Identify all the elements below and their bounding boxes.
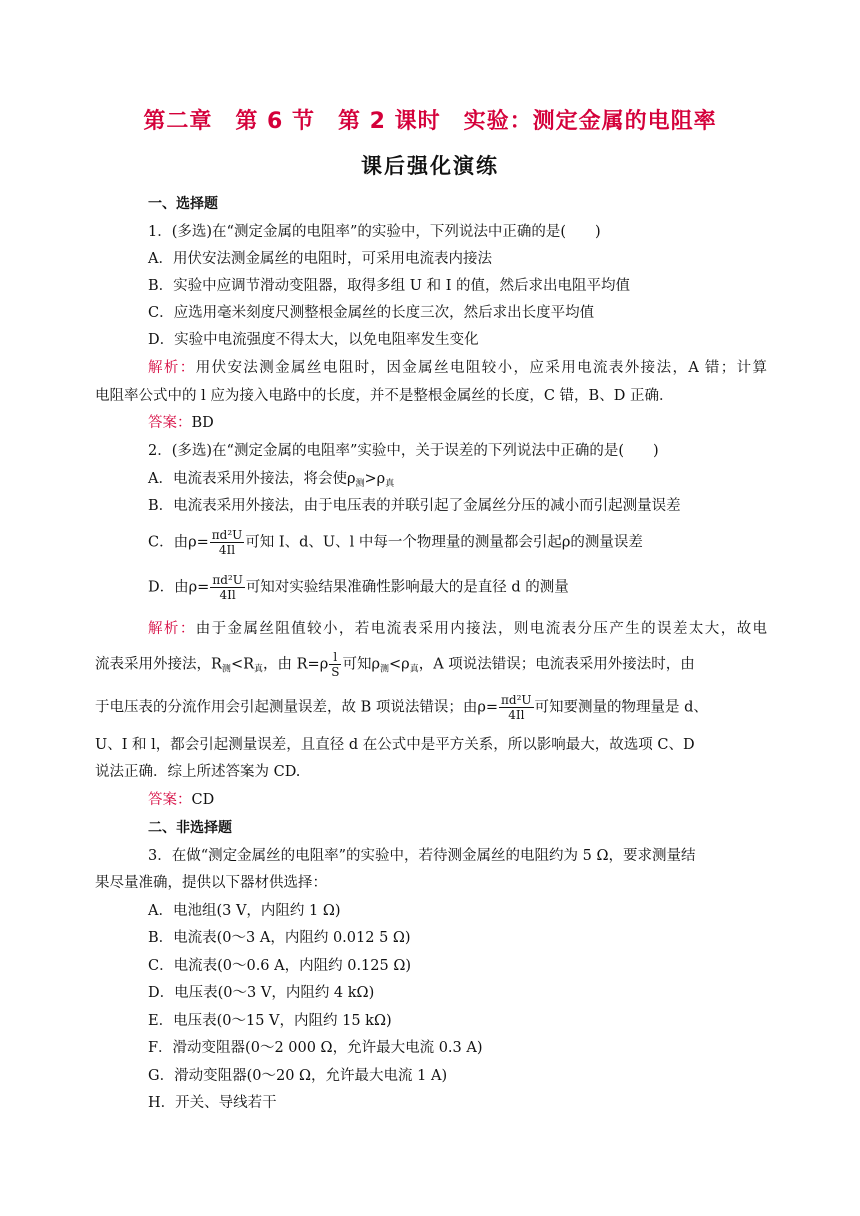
- q2-option-a-text: A．电流表采用外接法，将会使ρ: [148, 471, 356, 487]
- q1-analysis-label: 解析：: [148, 360, 196, 376]
- q2-analysis-2f: ，A 项说法错误；电流表采用外接法时，由: [418, 656, 695, 673]
- q3-option-f: F．滑动变阻器(0～2 000 Ω，允许最大电流 0.3 A): [148, 1040, 483, 1056]
- q3-option-a: A．电池组(3 V，内阻约 1 Ω): [148, 903, 341, 919]
- q2-analysis-text-1: 由于金属丝阻值较小，若电流表采用内接法，则电流表分压产生的误差太大，故电: [195, 621, 768, 637]
- q2-option-c-pre: C．由ρ=: [148, 534, 209, 551]
- q1-option-b: B．实验中应调节滑动变阻器，取得多组 U 和 I 的值，然后求出电阻平均值: [148, 278, 631, 294]
- q2-analysis-fraction: [499, 693, 534, 722]
- q2-analysis-2b: <R: [230, 656, 255, 673]
- q2-analysis-line-5: 说法正确．综上所述答案为 CD.: [95, 764, 301, 780]
- q3-option-d: D．电压表(0～3 V，内阻约 4 kΩ): [148, 985, 375, 1001]
- fraction-numerator: πd²U: [212, 573, 243, 587]
- q2-analysis-label: 解析：: [148, 621, 196, 637]
- q2-analysis-3b: 可知要测量的物理量是 d、: [534, 699, 708, 716]
- q3-option-e: E．电压表(0～15 V，内阻约 15 kΩ): [148, 1013, 392, 1029]
- q2-answer-value: CD: [191, 792, 215, 808]
- q2-option-d: [148, 573, 569, 602]
- q2-option-d-pre: D．由ρ=: [148, 579, 210, 596]
- page-subtitle: 课后强化演练: [361, 154, 499, 178]
- resistance-fraction: [329, 650, 341, 679]
- q2-option-a: [148, 469, 394, 494]
- q2-analysis-line-3: [95, 693, 708, 722]
- fraction-numerator: πd²U: [211, 528, 243, 542]
- q2-analysis-line-4: U、I 和 l，都会引起测量误差，且直径 d 在公式中是平方关系，所以影响最大，故选项 C、D: [95, 737, 695, 753]
- q1-option-a: A．用伏安法测金属丝的电阻时，可采用电流表内接法: [148, 251, 492, 267]
- q3-option-c: C．电流表(0～0.6 A，内阻约 0.125 Ω): [148, 958, 412, 974]
- q3-option-h: H．开关、导线若干: [148, 1095, 277, 1111]
- q2-option-c-fraction: [210, 528, 245, 557]
- fraction-numerator: l: [329, 650, 341, 665]
- q2-analysis-2a: 流表采用外接法，R: [95, 656, 222, 673]
- q2-answer: [148, 790, 214, 810]
- fraction-denominator: 4Il: [219, 588, 236, 602]
- q3-option-b: B．电流表(0～3 A，内阻约 0.012 5 Ω): [148, 930, 411, 946]
- q2-analysis-line-1: [148, 619, 767, 639]
- q2-option-c-post: 可知 I、d、U、l 中每一个物理量的测量都会引起ρ的测量误差: [245, 534, 643, 551]
- q2-answer-label: 答案：: [148, 792, 192, 808]
- fraction-denominator: 4Il: [508, 708, 525, 722]
- section-heading-choice: 一、选择题: [148, 196, 218, 212]
- sub-measured: 测: [380, 664, 390, 675]
- q2-analysis-2c: ，由 R=ρ: [263, 656, 329, 673]
- q1-stem: 1．(多选)在“测定金属的电阻率”的实验中，下列说法中正确的是( ): [148, 224, 601, 240]
- q1-answer: [148, 413, 214, 433]
- q1-analysis-line-1: [148, 358, 767, 378]
- q2-option-a-gt: >ρ: [364, 471, 386, 487]
- q2-analysis-line-2: [95, 650, 695, 680]
- q1-answer-label: 答案：: [148, 415, 192, 431]
- q1-answer-value: BD: [191, 415, 214, 431]
- q2-option-d-post: 可知对实验结果准确性影响最大的是直径 d 的测量: [245, 579, 569, 596]
- q3-stem-line-2: 果尽量准确，提供以下器材供选择：: [95, 875, 327, 891]
- page-title: 第二章 第 6 节 第 2 课时 实验：测定金属的电阻率: [143, 109, 717, 134]
- q2-option-c: [148, 528, 643, 557]
- q2-stem: 2．(多选)在“测定金属的电阻率”实验中，关于误差的下列说法中正确的是( ): [148, 443, 659, 459]
- sub-measured: 测: [221, 664, 231, 675]
- q2-analysis-2e: <ρ: [389, 656, 410, 673]
- sub-true: 真: [254, 664, 264, 675]
- q3-stem-line-1: 3．在做“测定金属丝的电阻率”的实验中，若待测金属丝的电阻约为 5 Ω，要求测量结: [148, 848, 696, 864]
- sub-true: 真: [409, 664, 419, 675]
- q2-option-d-fraction: [210, 573, 245, 602]
- q1-analysis-line-2: 电阻率公式中的 l 应为接入电路中的长度，并不是整根金属丝的长度，C 错，B、D 正确．: [95, 388, 674, 404]
- fraction-numerator: πd²U: [501, 693, 532, 707]
- fraction-denominator: 4Il: [218, 543, 236, 557]
- q2-option-a-sub-true: 真: [385, 479, 395, 489]
- q3-option-g: G．滑动变阻器(0～20 Ω，允许最大电流 1 A): [148, 1068, 448, 1084]
- q2-analysis-2d: 可知ρ: [342, 656, 380, 673]
- q2-option-a-sub-measured: 测: [355, 479, 365, 489]
- q2-analysis-3a: 于电压表的分流作用会引起测量误差，故 B 项说法错误；由ρ=: [95, 699, 499, 716]
- q1-option-d: D．实验中电流强度不得太大，以免电阻率发生变化: [148, 332, 479, 348]
- q2-option-b: B．电流表采用外接法，由于电压表的并联引起了金属丝分压的减小而引起测量误差: [148, 498, 681, 514]
- section-heading-non-choice: 二、非选择题: [148, 820, 232, 836]
- fraction-denominator: S: [331, 665, 340, 679]
- q1-option-c: C．应选用毫米刻度尺测整根金属丝的长度三次，然后求出长度平均值: [148, 305, 595, 321]
- q1-analysis-text-1: 用伏安法测金属丝电阻时，因金属丝电阻较小，应采用电流表外接法，A 错；计算: [195, 360, 768, 376]
